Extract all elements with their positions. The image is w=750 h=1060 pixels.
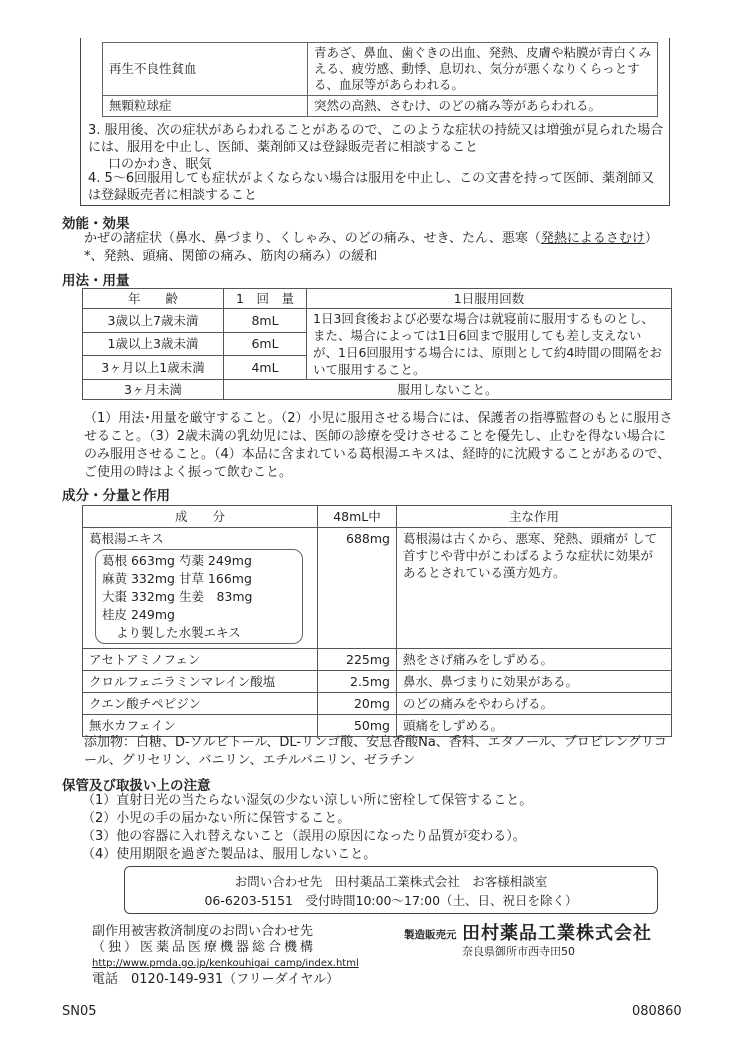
action-cell: 頭痛をしずめる。 <box>397 715 672 737</box>
relief-phone: 電話 0120-149-931（フリーダイヤル） <box>92 972 340 987</box>
action-cell: 熱をさげ痛みをしずめる。 <box>397 649 672 671</box>
warning-sub: 口のかわき、眠気 <box>108 157 212 172</box>
usage-notes: （1）用法･用量を厳守すること。（2）小児に服用させる場合には、保護者の指導監督のもとに服用させること。（3）2歳未満の乳幼児には、医師の診療を受けさせることを優先し、止むを得ない場合にのみ服用させること。（4）本品に含まれている葛根湯エキスは、経時的に沈殿することがあるので、ご使用の時はよく振って飲むこと。 <box>84 411 673 480</box>
column-header: 成 分 <box>83 506 318 528</box>
side-effect-name: 無顆粒球症 <box>103 96 308 117</box>
ingredients-heading: 成分・分量と作用 <box>62 488 170 504</box>
relief-org: （独）医薬品医療機器総合機構 <box>92 940 317 955</box>
table-row <box>83 671 672 693</box>
age-cell: 1歳以上3歳未満 <box>83 332 224 356</box>
table-header-row <box>83 289 672 309</box>
relief-url[interactable]: http://www.pmda.go.jp/kenkouhigai_camp/index.html <box>92 958 359 969</box>
additives-text: 添加物：白糖、D-ソルビトール、DL-リンゴ酸、安息香酸Na、香料、エタノール、プロピレングリコール、グリセリン、バニリン、エチルバニリン、ゼラチン <box>84 735 667 768</box>
herb: 葛根 663mg <box>102 553 175 568</box>
warning-text: 服用後、次の症状があらわれることがあるので、このような症状の持続又は増強が見られた場合には、服用を中止し、医師、薬剤師又は登録販売者に相談すること <box>88 123 664 155</box>
warning-number: 4. <box>88 171 101 186</box>
contact-phone: 06-6203-5151 受付時間10:00～17:00（土、日、祝日を除く） <box>204 893 578 908</box>
manufacturer-label: 製造販売元 <box>404 929 457 941</box>
herb <box>177 606 255 624</box>
dose-cell: 8mL <box>224 309 307 333</box>
storage-heading: 保管及び取扱い上の注意 <box>62 778 211 794</box>
amount-cell: 688mg <box>318 528 397 649</box>
herb: 甘草 166mg <box>178 571 252 586</box>
kakkonto-cell <box>83 528 318 649</box>
action-cell: 鼻水、鼻づまりに効果がある。 <box>397 671 672 693</box>
extract-note: より製した水製エキス <box>116 625 241 640</box>
storage-item: （1）直射日光の当たらない湿気の少ない涼しい所に密栓して保管すること。 <box>82 793 533 808</box>
efficacy-heading: 効能・効果 <box>62 216 130 232</box>
manufacturer-address: 奈良県御所市西寺田50 <box>462 945 575 958</box>
contact-line: お問い合わせ先 田村薬品工業株式会社 お客様相談室 <box>234 874 548 889</box>
amount-cell: 225mg <box>318 649 397 671</box>
ingredient-name: クロルフェニラミンマレイン酸塩 <box>83 671 318 693</box>
herb: 生姜 83mg <box>178 589 253 604</box>
table-row <box>83 528 672 649</box>
column-header: 48mL中 <box>318 506 397 528</box>
column-header: 1 回 量 <box>224 289 307 309</box>
age-cell: 3ヶ月以上1歳未満 <box>83 356 224 380</box>
table-row <box>83 380 672 400</box>
age-cell: 3ヶ月未満 <box>83 380 224 400</box>
table-row <box>83 649 672 671</box>
relief-info <box>92 924 374 988</box>
storage-item: （3）他の容器に入れ替えないこと（誤用の原因になったり品質が変わる）。 <box>82 829 526 844</box>
warning-number: 3. <box>88 123 101 138</box>
document-code-right: 080860 <box>632 1004 682 1019</box>
herb: 麻黄 332mg <box>102 571 175 586</box>
warning-item-4 <box>88 170 666 204</box>
table-row <box>83 309 672 333</box>
action-cell: 葛根湯は古くから、悪寒、発熱、頭痛が して首すじや背中がこわばるような症状に効果があるとされている漢方処方。 <box>397 528 672 649</box>
kakkonto-name: 葛根湯エキス <box>89 531 164 546</box>
storage-item: （2）小児の手の届かない所に保管すること。 <box>82 811 351 826</box>
ingredient-name: アセトアミノフェン <box>83 649 318 671</box>
ingredients-table <box>82 505 672 737</box>
usage-table <box>82 288 672 400</box>
manufacturer-name: 田村薬品工業株式会社 <box>462 923 652 944</box>
warning-text: 5～6回服用しても症状がよくならない場合は服用を中止し、この文書を持って医師、薬剤師又は登録販売者に相談すること <box>88 171 655 203</box>
usage-heading: 用法・用量 <box>62 273 130 289</box>
amount-cell: 2.5mg <box>318 671 397 693</box>
table-row <box>83 693 672 715</box>
herb: 桂皮 249mg <box>102 607 175 622</box>
storage-item: （4）使用期限を過ぎた製品は、服用しないこと。 <box>82 847 377 862</box>
efficacy-text-before: かぜの諸症状（鼻水、鼻づまり、くしゃみ、のどの痛み、せき、たん、悪寒（ <box>84 231 541 246</box>
ingredient-name: 無水カフェイン <box>83 715 318 737</box>
dose-cell: 4mL <box>224 356 307 380</box>
table-row <box>103 96 658 117</box>
contact-box <box>124 866 658 914</box>
dose-cell: 6mL <box>224 332 307 356</box>
action-cell: のどの痛みをやわらげる。 <box>397 693 672 715</box>
efficacy-text <box>84 230 674 266</box>
side-effects-table <box>102 42 658 117</box>
efficacy-text-underlined: 発熱によるさむけ <box>540 231 645 246</box>
herb: 大棗 332mg <box>102 589 175 604</box>
document-code-left: SN05 <box>62 1004 97 1019</box>
list-item <box>100 570 254 588</box>
column-header: 1日服用回数 <box>307 289 672 309</box>
table-header-row <box>83 506 672 528</box>
herb: 芍薬 249mg <box>178 553 252 568</box>
side-effect-symptoms: 青あざ、鼻血、歯ぐきの出血、発熱、皮膚や粘膜が青白くみえる、疲労感、動悸、息切れ、気分が悪くなりくらっとする、血尿等があらわれる。 <box>308 43 658 96</box>
table-row <box>103 43 658 96</box>
side-effect-symptoms: 突然の高熱、さむけ、のどの痛み等があらわれる。 <box>308 96 658 117</box>
amount-cell: 50mg <box>318 715 397 737</box>
ingredient-name: クエン酸チペピジン <box>83 693 318 715</box>
frequency-cell: 1日3回食後および必要な場合は就寝前に服用するものとし、また、場合によっては1日6回まで服用しても差し支えないが、1日6回服用する場合には、原則として約4時間の間隔をおいて服用すること。 <box>307 309 672 380</box>
herb-list <box>100 552 254 624</box>
amount-cell: 20mg <box>318 693 397 715</box>
side-effect-name: 再生不良性貧血 <box>103 43 308 96</box>
efficacy-text-after: ）*、発熱、頭痛、関節の痛み、筋肉の痛み）の緩和 <box>84 231 658 264</box>
column-header: 年 齢 <box>83 289 224 309</box>
age-cell: 3歳以上7歳未満 <box>83 309 224 333</box>
list-item <box>100 552 254 570</box>
list-item <box>100 588 254 606</box>
warning-item-3 <box>88 122 666 173</box>
no-dose-cell: 服用しないこと。 <box>224 380 672 400</box>
relief-line: 副作用被害救済制度のお問い合わせ先 <box>92 924 314 939</box>
list-item <box>100 606 254 624</box>
column-header: 主な作用 <box>397 506 672 528</box>
herb-bracket <box>95 549 303 644</box>
